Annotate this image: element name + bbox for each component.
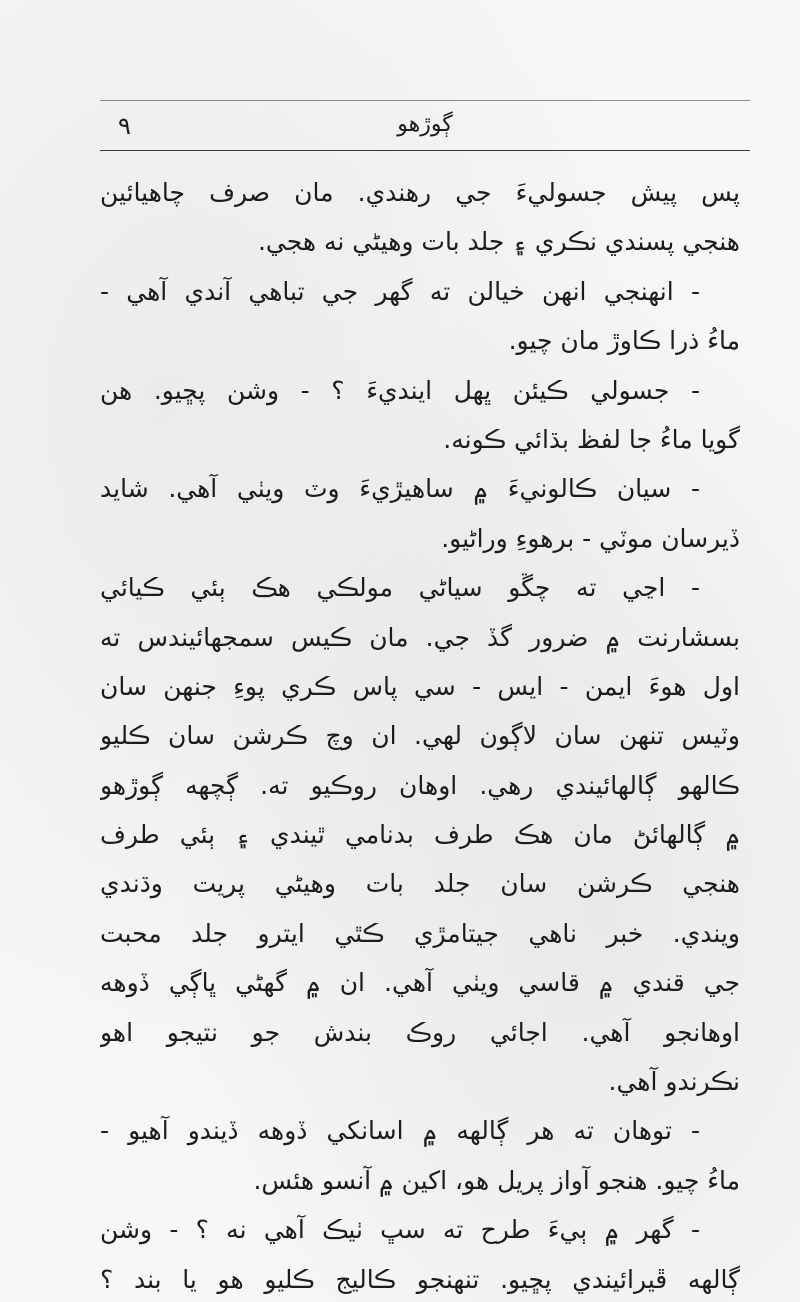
text-line: پس پيش جسوليءَ جي رهندي. مان صرف چاهيائين xyxy=(100,178,740,207)
body-text xyxy=(100,168,740,1302)
text-line: ماءُ ذرا ڪاوڙ مان چيو. xyxy=(508,326,740,356)
text-line: جي قندي ۾ قاسي ويٺي آهي. ان ۾ گهڻي ڀاڳي ڏوهه xyxy=(100,968,740,998)
text-line: ماءُ چيو. هنجو آواز پريل هو، اکين ۾ آنسو هئس. xyxy=(253,1165,740,1195)
text-line: اوهانجو آهي. اجائي روڪ بندش جو نتيجو اهو xyxy=(100,1017,740,1047)
text-line: نڪرندو آهي. xyxy=(608,1067,740,1097)
running-title: ڳوڙهو xyxy=(397,112,453,137)
text-line: - توهان ته هر ڳالهه ۾ اسانکي ڏوهه ڏيندو آهيو - xyxy=(100,1116,700,1146)
text-line: بسشارنت ۾ ضرور گڏ جي. مان ڪيس سمجهائيندس ته xyxy=(100,622,740,652)
text-line: ويندي. خبر ناهي جيتامڙي ڪٿي ايترو جلد محبت xyxy=(100,918,740,948)
text-line: ڳالهه ڦيرائيندي پڇيو. تنهنجو ڪاليج ڪليو هو يا بند ؟ xyxy=(100,1264,740,1294)
text-line: ڏيرسان موٽي - برهوءِ وراڻيو. xyxy=(441,523,740,553)
header-rule xyxy=(100,150,750,151)
text-line: هنجي پسندي نڪري ۽ جلد بات وهيڻي نه هجي. xyxy=(257,227,740,257)
text-line: وٽيس تنهن سان لاڳون لهي. ان وچ ڪرشن سان ڪليو xyxy=(100,721,740,751)
page-number: ٩ xyxy=(118,112,131,140)
text-line: - انهنجي انهن خيالن ته گهر جي تباهي آندي آهي - xyxy=(100,276,700,306)
text-line: - جسولي ڪيئن ڀهل اينديءَ ؟ - وشن پڇيو. هن xyxy=(100,375,700,405)
text-line: - اڃي ته چڱو سياڻي مولڪي هڪ ٻئي ڪيائي xyxy=(100,573,700,603)
text-line: - گهر ۾ ٻيءَ طرح ته سڀ ٺيڪ آهي نه ؟ - وشن xyxy=(100,1215,700,1245)
text-line: - سيان ڪالونيءَ ۾ ساهيڙيءَ وٽ ويٺي آهي. شايد xyxy=(100,474,700,504)
text-line: هنجي ڪرشن سان جلد بات وهيڻي پريت وڌندي xyxy=(100,869,740,899)
text-line: اول هوءَ ايمن - ايس - سي پاس ڪري پوءِ جنهن سان xyxy=(100,671,740,701)
page-header xyxy=(100,112,750,142)
text-line: گويا ماءُ جا لفظ بڌائي ڪونه. xyxy=(443,424,740,454)
text-line: ۾ ڳالهائڻ مان هڪ طرف بدنامي ٿيندي ۽ ٻئي طرف xyxy=(100,820,740,850)
text-line: ڪالهو ڳالهائيندي رهي. اوهان روڪيو ته. ڳچھه ڳوڙهو xyxy=(100,770,740,800)
header-top-rule xyxy=(100,100,750,101)
